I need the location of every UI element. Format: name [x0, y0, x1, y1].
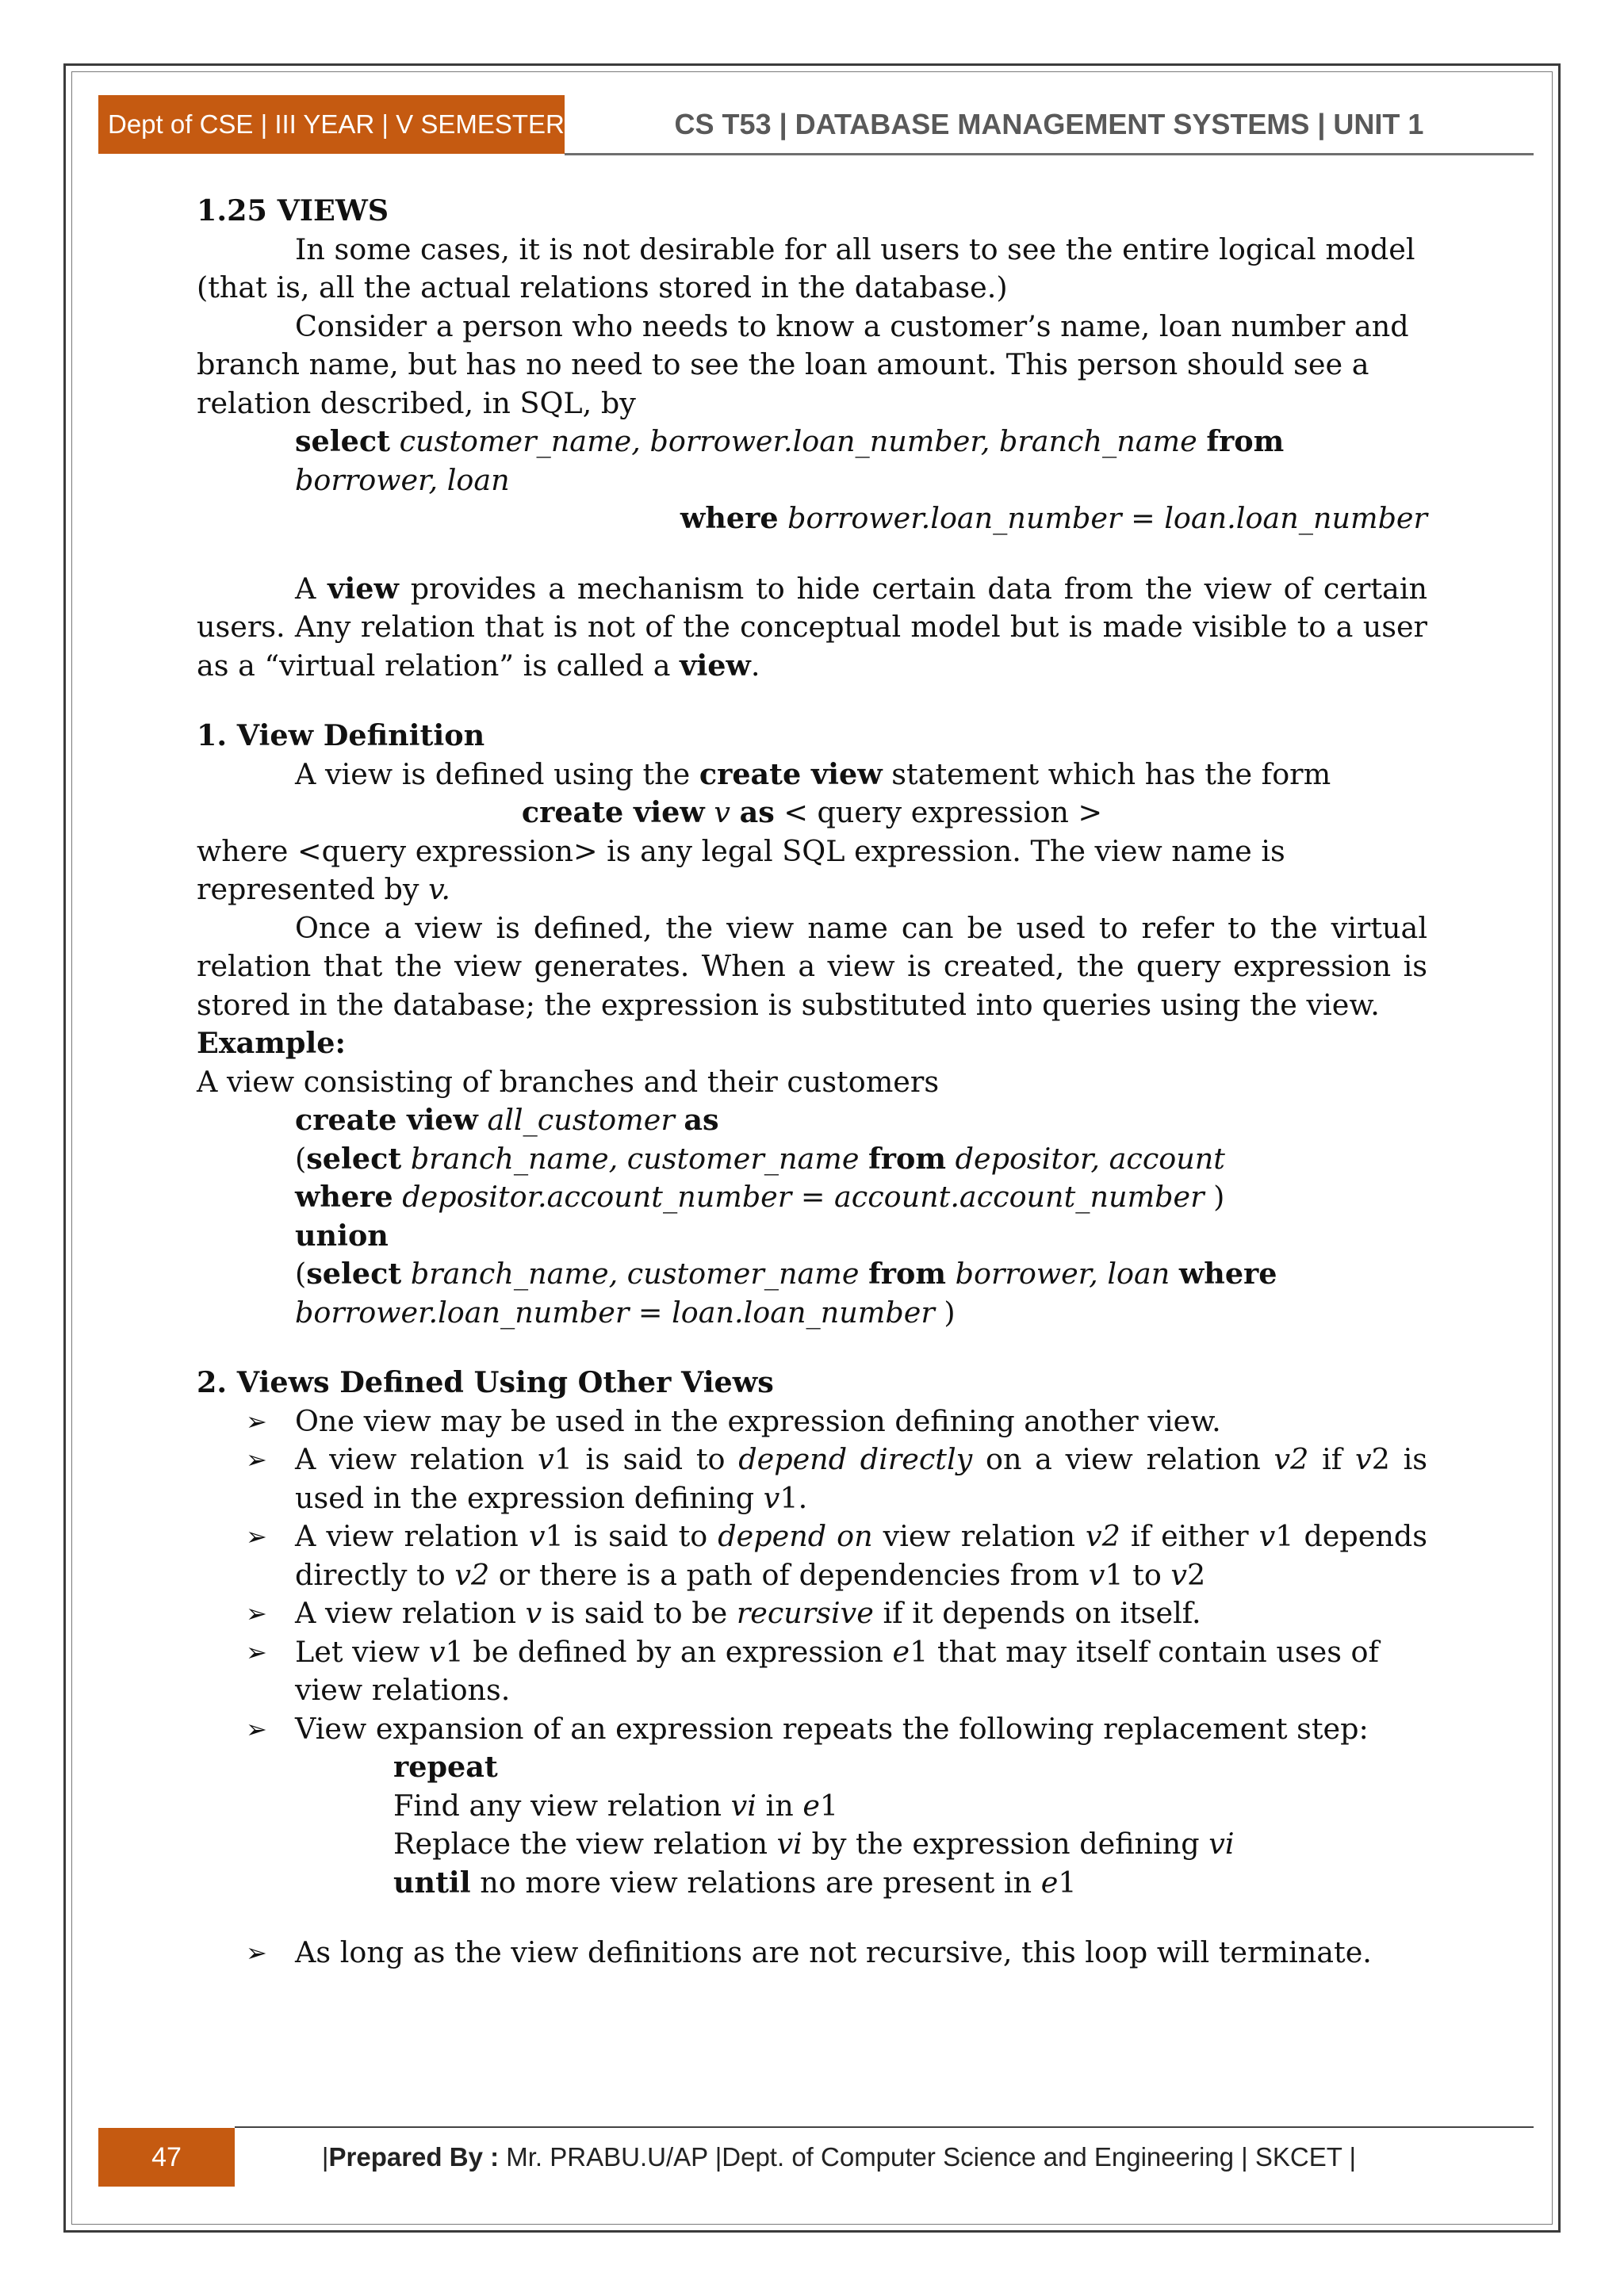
- example-label: Example:: [197, 1026, 346, 1060]
- arrow-bullet-icon: ➢: [246, 1598, 267, 1628]
- footer-prepared-by: |Prepared By : Mr. PRABU.U/AP |Dept. of Computer Science and Engineering | SKCET |: [321, 2142, 1357, 2172]
- example-where-line-1: where depositor.account_number = account.account_number ): [295, 1180, 1225, 1214]
- list-item: ➢ A view relation v is said to be recursive if it depends on itself.: [295, 1594, 1427, 1633]
- query-expression-note: where <query expression> is any legal SQL expression. The view name is represented by v.: [197, 833, 1285, 906]
- example-where-line-2: borrower.loan_number = loan.loan_number ): [295, 1295, 956, 1330]
- list-item: ➢ View expansion of an expression repeats the following replacement step:: [295, 1710, 1427, 1749]
- algo-repeat: repeat: [393, 1750, 498, 1784]
- sql-where-line: [197, 499, 1427, 538]
- arrow-bullet-icon: ➢: [246, 1521, 267, 1552]
- example-create-line: create view all_customer as: [295, 1103, 719, 1137]
- sql-columns: customer_name, borrower.loan_number, branch_name: [399, 424, 1197, 458]
- once-defined-paragraph: Once a view is defined, the view name can be used to refer to the virtual relation that the view generates. When a view is created, the query expression is stored in the database; the expression is substituted into queries using the view.: [197, 910, 1427, 1022]
- sql-select-line: [197, 423, 1427, 499]
- intro-paragraph-2: Consider a person who needs to know a customer’s name, loan number and branch name, but has no need to see the loan amount. This person should see a relation described, in SQL, by: [197, 308, 1409, 420]
- algo-find: Find any view relation vi in e1: [393, 1788, 839, 1823]
- example-select-line-1: (select branch_name, customer_name from depositor, account: [295, 1141, 1225, 1176]
- sql-keyword: from: [1206, 424, 1285, 458]
- other-views-heading: 2. Views Defined Using Other Views: [197, 1365, 774, 1399]
- arrow-bullet-icon: ➢: [246, 1445, 267, 1475]
- section-title: 1.25 VIEWS: [197, 193, 389, 228]
- example-union: union: [295, 1218, 389, 1253]
- other-views-list: [197, 1402, 1427, 1749]
- arrow-bullet-icon: ➢: [246, 1636, 267, 1667]
- view-paragraph: A view provides a mechanism to hide certain data from the view of certain users. Any relation that is not of the conceptual model but is made visible to a user as a “virtual relation” is called a view.: [197, 571, 1427, 683]
- algo-until: until no more view relations are present in e1: [393, 1865, 1077, 1900]
- list-item: ➢ As long as the view definitions are not recursive, this loop will terminate.: [295, 1934, 1427, 1973]
- sql-condition: borrower.loan_number = loan.loan_number: [787, 501, 1427, 535]
- sql-keyword: select: [295, 424, 390, 458]
- sql-keyword: where: [680, 501, 779, 535]
- create-view-form: create view v as < query expression >: [521, 795, 1103, 829]
- header-dept-badge: Dept of CSE | III YEAR | V SEMESTER: [98, 95, 565, 154]
- view-definition-intro: A view is defined using the create view statement which has the form: [295, 756, 1331, 791]
- intro-paragraph-1: In some cases, it is not desirable for all users to see the entire logical model (that is, all the actual relations stored in the database.): [197, 232, 1415, 304]
- list-item: ➢ Let view v1 be defined by an expression e1 that may itself contain uses of view relations.: [246, 1634, 1380, 1707]
- example-select-line-2: (select branch_name, customer_name from borrower, loan where: [295, 1257, 1277, 1291]
- view-definition-heading: 1. View Definition: [197, 718, 485, 752]
- example-description: A view consisting of branches and their customers: [197, 1064, 940, 1099]
- page-body: [197, 192, 1427, 1973]
- list-item: ➢ A view relation v1 is said to depend on view relation v2 if either v1 depends directly to v2 or there is a path of dependencies from v1 to v2: [246, 1519, 1427, 1592]
- sql-tables: borrower, loan: [295, 462, 510, 497]
- list-item: ➢ A view relation v1 is said to depend directly on a view relation v2 if v2 is used in the expression defining v1.: [246, 1442, 1427, 1515]
- arrow-bullet-icon: ➢: [246, 1713, 267, 1744]
- other-views-list-final: [197, 1934, 1427, 1973]
- header-course-title: CS T53 | DATABASE MANAGEMENT SYSTEMS | UNIT 1: [674, 108, 1424, 140]
- header-rule: [565, 153, 1534, 155]
- arrow-bullet-icon: ➢: [246, 1938, 267, 1968]
- arrow-bullet-icon: ➢: [246, 1406, 267, 1437]
- list-item: ➢ One view may be used in the expression defining another view.: [295, 1402, 1427, 1441]
- page-number: 47: [98, 2128, 235, 2187]
- algo-replace: Replace the view relation vi by the expression defining vi: [393, 1827, 1235, 1861]
